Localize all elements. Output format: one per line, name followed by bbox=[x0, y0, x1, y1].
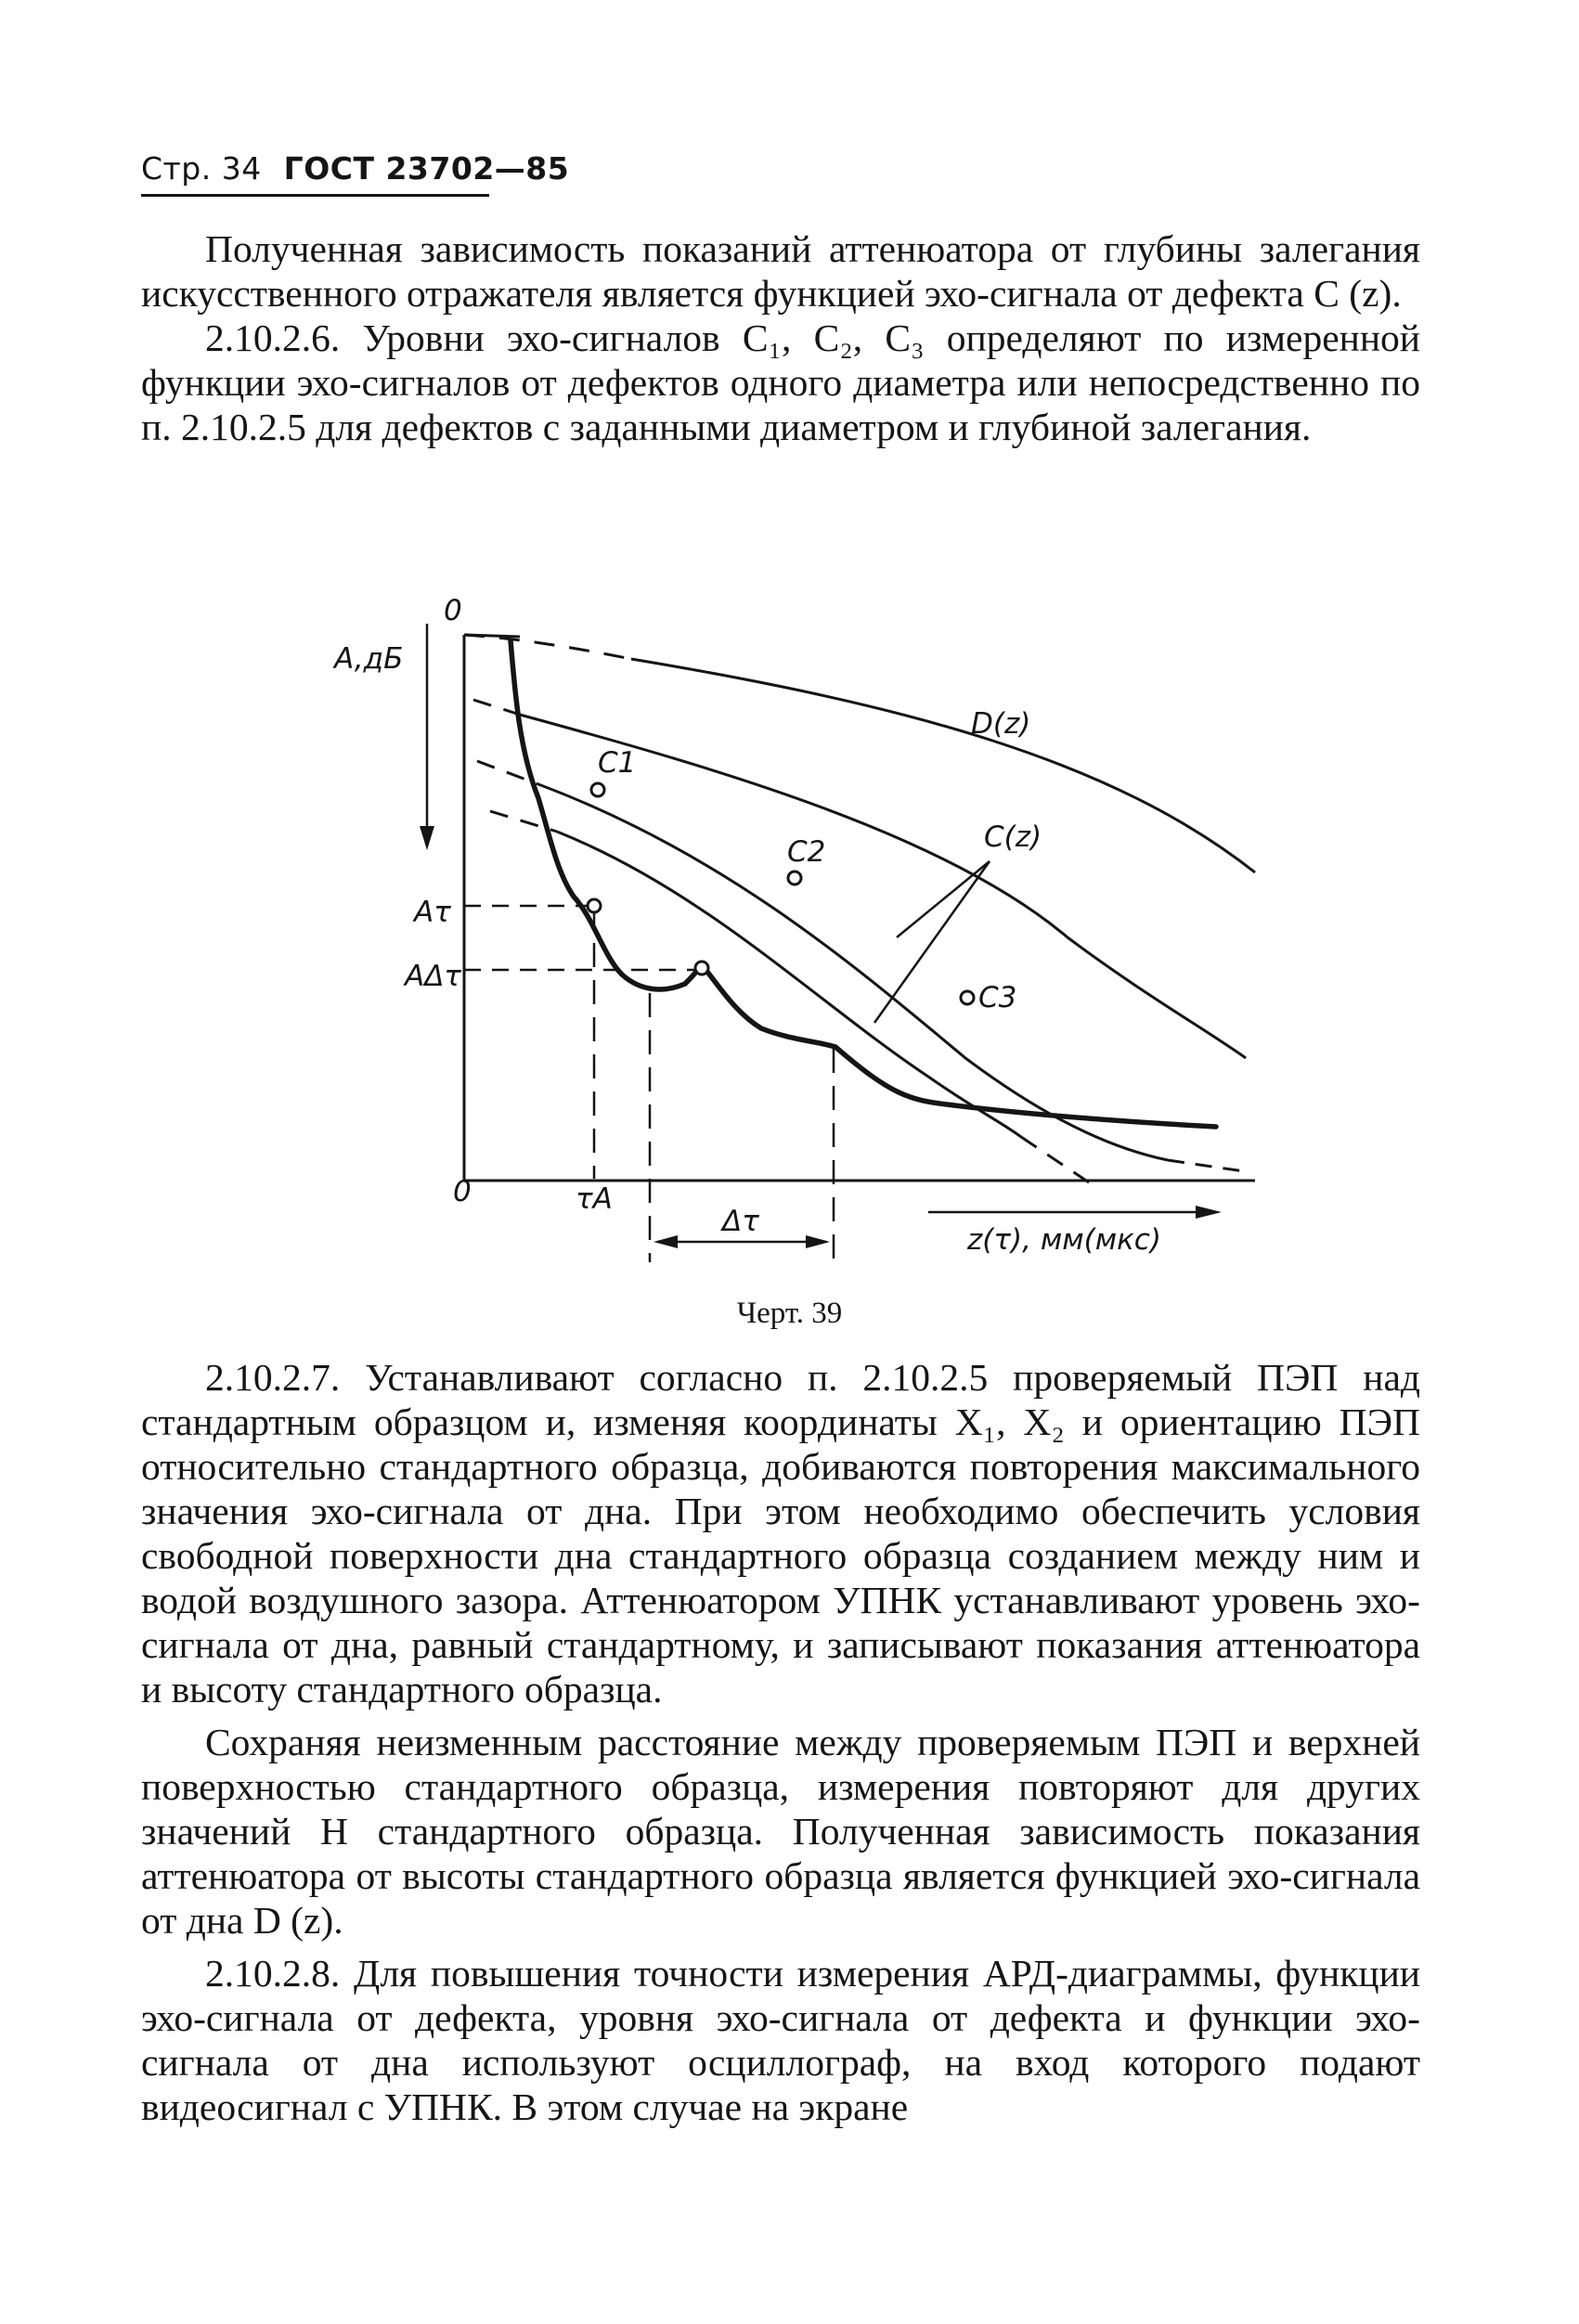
x-axis-label: z(τ), мм(мкс) bbox=[967, 1223, 1161, 1257]
point-A-tau-marker bbox=[588, 899, 601, 912]
label-A-dtau: AΔτ bbox=[405, 960, 462, 993]
label-tau-A: τA bbox=[576, 1182, 613, 1216]
y-axis-label: A,дБ bbox=[334, 642, 404, 676]
curve-C-label: C(z) bbox=[984, 820, 1042, 854]
curve-D bbox=[631, 659, 1255, 872]
figure-caption: Черт. 39 bbox=[736, 1297, 843, 1330]
x-arrow-head bbox=[1196, 1206, 1222, 1219]
paragraph-dependency-defect: Полученная зависимость показаний аттенюатора от глубины залегания искусственного отражателя является функцией эхо-сигнала от дефекта C (z). bbox=[141, 227, 1420, 315]
origin-top-label: 0 bbox=[444, 594, 462, 627]
point-C2-marker bbox=[788, 872, 801, 884]
label-A-tau: Aτ bbox=[414, 896, 451, 929]
curve-C-middle bbox=[538, 784, 1168, 1160]
paragraph-2-10-2-7: 2.10.2.7. Устанавливают согласно п. 2.10.2.5 проверяемый ПЭП над стандартным образцом и, изменяя координаты X₁, X₂ и ориентацию ПЭП относительно стандартного образца, добиваются повторения максимального значения эхо-сигнала от дна. При этом необходимо обеспечить условия свободной поверхности дна стандартного образца созданием между ним и водой воздушного зазора. Аттенюатором УПНК устанавливают уровень эхо-сигнала от дна, равный стандартному, и записывают показания аттенюатора и высоту стандартного образца. bbox=[141, 1356, 1420, 1711]
paragraph-keeping-distance: Сохраняя неизменным расстояние между проверяемым ПЭП и верхней поверхностью стандартного образца, измерения повторяют для других значений H стандартного образца. Полученная зависимость показания аттенюатора от высоты стандартного образца является функцией эхо-сигнала от дна D (z). bbox=[141, 1721, 1420, 1942]
page-number: Стр. 34 bbox=[141, 150, 262, 187]
document-id: ГОСТ 23702—85 bbox=[283, 150, 570, 187]
point-C1-marker bbox=[591, 783, 604, 796]
origin-bottom-label: 0 bbox=[453, 1175, 472, 1208]
y-arrow-head bbox=[420, 826, 434, 850]
dtau-arrow-right bbox=[806, 1235, 830, 1248]
curve-C-upper-dashed bbox=[473, 700, 520, 715]
point-C3-label: C3 bbox=[978, 981, 1017, 1014]
point-A-dtau-marker bbox=[695, 962, 708, 975]
measured-echo-curve bbox=[511, 640, 1216, 1127]
dtau-arrow-left bbox=[654, 1235, 678, 1248]
point-C1-label: C1 bbox=[598, 746, 637, 780]
curve-D-dashed bbox=[464, 635, 631, 659]
paragraph-2-10-2-8: 2.10.2.8. Для повышения точности измерения АРД-диаграммы, функции эхо-сигнала от дефекта, уровня эхо-сигнала от дефекта и функции эхо-сигнала от дна используют осциллограф, на вход которого подают видеосигнал с УПНК. В этом случае на экране bbox=[141, 1952, 1420, 2128]
paragraph-2-10-2-6: 2.10.2.6. Уровни эхо-сигналов C₁, C₂, C₃ определяют по измеренной функции эхо-сигналов от дефектов одного диаметра или непосредственно по п. 2.10.2.5 для дефектов с заданными диаметром и глубиной залегания. bbox=[141, 316, 1420, 448]
curve-D-label: D(z) bbox=[971, 707, 1031, 741]
curve-C-middle-tail-dashed bbox=[1168, 1160, 1244, 1171]
point-C3-marker bbox=[961, 991, 974, 1004]
point-C2-label: C2 bbox=[787, 835, 826, 869]
label-delta-tau: Δτ bbox=[722, 1205, 759, 1238]
text-block-bottom bbox=[141, 1355, 1420, 2129]
